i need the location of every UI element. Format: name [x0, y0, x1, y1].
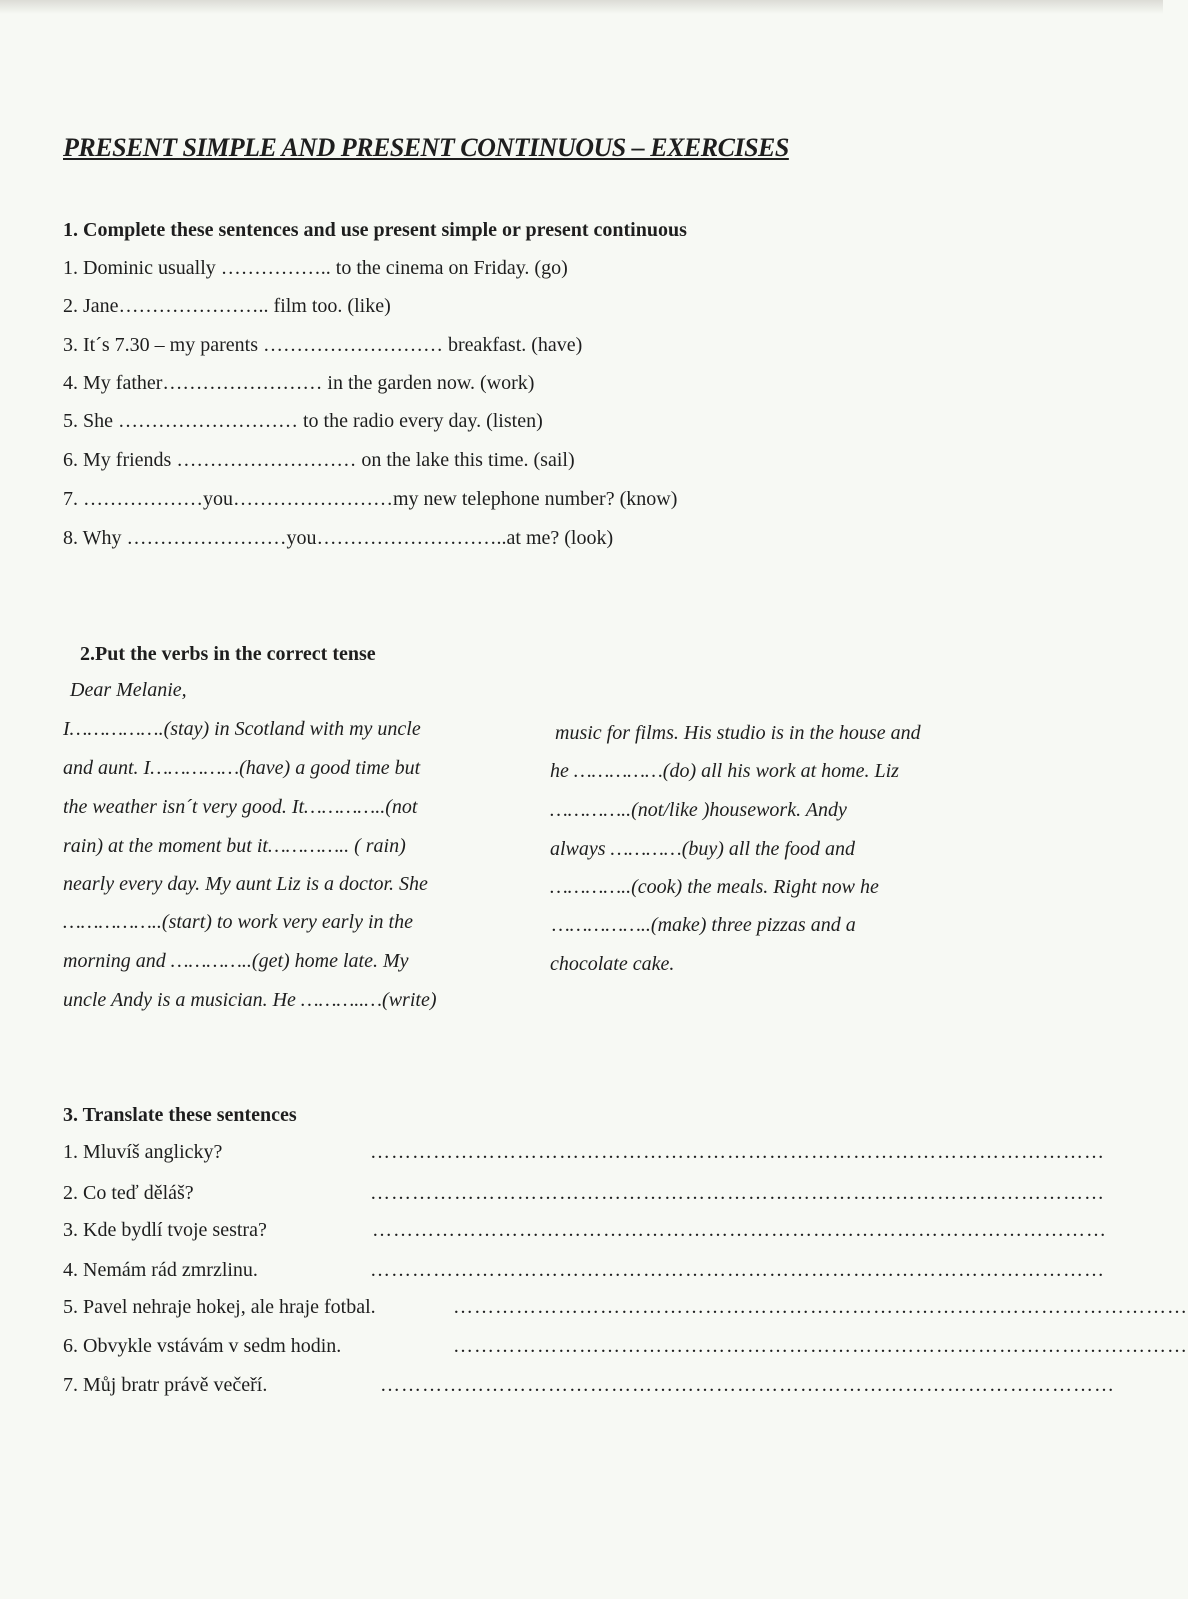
letter-line-left: and aunt. I……………(have) a good time but [63, 757, 421, 779]
translate-item: 1. Mluvíš anglicky? [63, 1141, 223, 1163]
letter-line-right: ……………..(make) three pizzas and a [552, 914, 856, 936]
exercise1-item: 1. Dominic usually …………….. to the cinema on Friday. (go) [63, 257, 568, 279]
scan-edge [0, 0, 1163, 14]
letter-line-right: …………..(cook) the meals. Right now he [550, 876, 879, 898]
exercise1-item: 4. My father…………………… in the garden now. (work) [63, 372, 535, 394]
exercise2-heading: 2.Put the verbs in the correct tense [80, 643, 376, 665]
letter-line-left: the weather isn´t very good. It…………..(not [63, 796, 418, 818]
letter-line-left: I…………….(stay) in Scotland with my uncle [63, 718, 421, 740]
letter-line-left: uncle Andy is a musician. He ………..…(write) [63, 989, 437, 1011]
translate-item: 4. Nemám rád zmrzlinu. [63, 1259, 258, 1281]
answer-blank[interactable]: …………………………………………………………………………………………… [372, 1219, 1107, 1241]
letter-line-left: nearly every day. My aunt Liz is a doctor. She [63, 873, 428, 895]
answer-blank[interactable]: …………………………………………………………………………………………… [370, 1182, 1105, 1204]
letter-line-right: …………..(not/like )housework. Andy [550, 799, 847, 821]
answer-blank[interactable]: …………………………………………………………………………………………… [453, 1335, 1188, 1357]
exercise1-item: 8. Why ……………………you………………………..at me? (look) [63, 527, 614, 549]
letter-line-right: chocolate cake. [550, 953, 675, 975]
letter-line-right: always …………(buy) all the food and [550, 838, 855, 860]
translate-item: 3. Kde bydlí tvoje sestra? [63, 1219, 267, 1241]
answer-blank[interactable]: …………………………………………………………………………………………… [380, 1374, 1115, 1396]
answer-blank[interactable]: …………………………………………………………………………………………… [370, 1141, 1105, 1163]
exercise1-item: 2. Jane………………….. film too. (like) [63, 295, 391, 317]
letter-line-right: he ……………(do) all his work at home. Liz [550, 760, 899, 782]
exercise1-item: 7. ………………you……………………my new telephone number? (know) [63, 488, 678, 510]
letter-line-left: rain) at the moment but it………….. ( rain) [63, 835, 406, 857]
exercise1-item: 5. She ……………………… to the radio every day. (listen) [63, 410, 543, 432]
translate-item: 7. Můj bratr právě večeří. [63, 1374, 268, 1396]
letter-greeting: Dear Melanie, [70, 679, 187, 701]
letter-line-left: ……………..(start) to work very early in the [63, 911, 413, 933]
exercise1-item: 3. It´s 7.30 – my parents ……………………… breakfast. (have) [63, 334, 583, 356]
exercise1-heading: 1. Complete these sentences and use present simple or present continuous [63, 219, 687, 241]
answer-blank[interactable]: …………………………………………………………………………………………… [370, 1259, 1105, 1281]
letter-line-right: music for films. His studio is in the house and [555, 722, 921, 744]
translate-item: 5. Pavel nehraje hokej, ale hraje fotbal. [63, 1296, 376, 1318]
exercise3-heading: 3. Translate these sentences [63, 1104, 297, 1126]
page-title: PRESENT SIMPLE AND PRESENT CONTINUOUS – EXERCISES [63, 133, 789, 162]
translate-item: 2. Co teď děláš? [63, 1182, 194, 1204]
exercise1-item: 6. My friends ……………………… on the lake this time. (sail) [63, 449, 575, 471]
answer-blank[interactable]: …………………………………………………………………………………………… [453, 1296, 1188, 1318]
translate-item: 6. Obvykle vstávám v sedm hodin. [63, 1335, 342, 1357]
letter-line-left: morning and …………..(get) home late. My [63, 950, 409, 972]
